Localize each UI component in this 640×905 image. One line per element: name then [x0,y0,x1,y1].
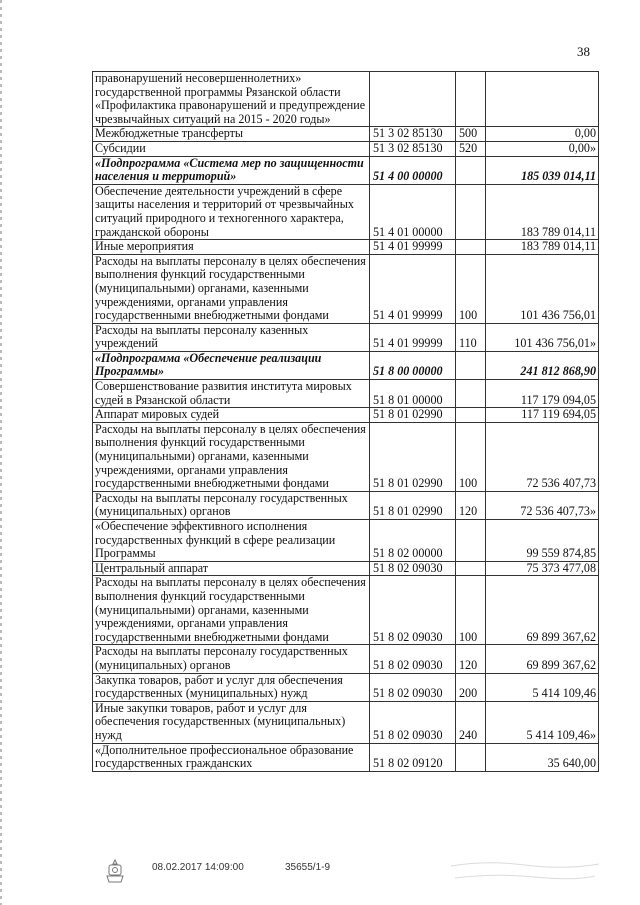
footer-date: 08.02.2017 14:09:00 [152,862,244,873]
row-name-cell: «Подпрограмма «Обеспечение реализации Программы» [93,351,370,379]
row-code-cell: 51 4 01 99999 [370,323,456,351]
row-sum-cell: 69 899 367,62 [486,576,599,645]
row-code-cell: 51 8 02 09030 [370,701,456,743]
row-name-cell: Аппарат мировых судей [93,408,370,423]
row-name-cell: Расходы на выплаты персоналу в целях обеспечения выполнения функций государственными (муниципальными) органами, казенными учреждениями, органами управления государственными внебюджетными фондами [93,576,370,645]
row-name-cell: Субсидии [93,141,370,156]
row-code-cell: 51 8 02 09030 [370,576,456,645]
table-row [93,645,599,673]
row-code-cell: 51 8 02 09120 [370,743,456,771]
table-row [93,520,599,562]
row-sum-cell [486,72,599,127]
watermark-stamp [445,856,605,886]
row-code-cell: 51 8 02 09030 [370,561,456,576]
row-code-cell: 51 8 01 02990 [370,491,456,519]
row-code-cell: 51 4 01 00000 [370,184,456,239]
page-number: 38 [577,44,590,59]
table-row [93,72,599,127]
row-name-cell: правонарушений несовершеннолетних» государственной программы Рязанской области «Профилактика правонарушений и предупреждение чрезвычайных ситуаций на 2015 - 2020 годы» [93,72,370,127]
row-vr-cell: 120 [456,491,486,519]
row-code-cell: 51 8 02 09030 [370,645,456,673]
seal-icon [104,858,126,884]
row-name-cell: Расходы на выплаты персоналу в целях обеспечения выполнения функций государственными (муниципальными) органами, казенными учреждениями, органами управления государственными внебюджетными фондами [93,254,370,323]
row-name-cell: Закупка товаров, работ и услуг для обеспечения государственных (муниципальных) нужд [93,673,370,701]
row-name-cell: Совершенствование развития института мировых судей в Рязанской области [93,380,370,408]
row-name-cell: Центральный аппарат [93,561,370,576]
row-code-cell: 51 8 02 00000 [370,520,456,562]
table-row [93,576,599,645]
row-name-cell: Расходы на выплаты персоналу государственных (муниципальных) органов [93,491,370,519]
row-sum-cell: 72 536 407,73 [486,422,599,491]
row-code-cell: 51 8 00 00000 [370,351,456,379]
row-name-cell: Иные мероприятия [93,240,370,255]
table-row [93,380,599,408]
row-vr-cell [456,561,486,576]
row-vr-cell [456,156,486,184]
row-sum-cell: 117 119 694,05 [486,408,599,423]
row-vr-cell: 520 [456,141,486,156]
budget-table [92,71,599,772]
table-row [93,141,599,156]
row-vr-cell: 100 [456,576,486,645]
row-code-cell: 51 8 02 09030 [370,673,456,701]
row-sum-cell: 35 640,00 [486,743,599,771]
row-name-cell: «Дополнительное профессиональное образование государственных гражданских [93,743,370,771]
row-sum-cell: 72 536 407,73» [486,491,599,519]
row-vr-cell: 100 [456,422,486,491]
row-vr-cell: 500 [456,127,486,142]
row-name-cell: Расходы на выплаты персоналу в целях обеспечения выполнения функций государственными (муниципальными) органами, казенными учреждениями, органами управления государственными внебюджетными фондами [93,422,370,491]
row-vr-cell [456,184,486,239]
footer-doc-code: 35655/1-9 [285,862,331,873]
row-vr-cell: 240 [456,701,486,743]
row-sum-cell: 0,00» [486,141,599,156]
row-name-cell: Обеспечение деятельности учреждений в сфере защиты населения и территорий от чрезвычайных ситуаций природного и техногенного характера, гражданской обороны [93,184,370,239]
row-vr-cell: 120 [456,645,486,673]
row-code-cell: 51 3 02 85130 [370,127,456,142]
row-sum-cell: 5 414 109,46» [486,701,599,743]
row-name-cell: «Подпрограмма «Система мер по защищенности населения и территорий» [93,156,370,184]
row-code-cell: 51 4 01 99999 [370,254,456,323]
row-code-cell: 51 4 00 00000 [370,156,456,184]
table-row [93,240,599,255]
row-vr-cell [456,520,486,562]
table-row [93,422,599,491]
table-row [93,408,599,423]
table-row [93,491,599,519]
row-name-cell: Расходы на выплаты персоналу казенных учреждений [93,323,370,351]
row-sum-cell: 183 789 014,11 [486,240,599,255]
row-vr-cell: 200 [456,673,486,701]
row-code-cell: 51 3 02 85130 [370,141,456,156]
row-code-cell: 51 8 01 02990 [370,408,456,423]
row-name-cell: «Обеспечение эффективного исполнения государственных функций в сфере реализации Программы [93,520,370,562]
row-sum-cell: 183 789 014,11 [486,184,599,239]
row-sum-cell: 75 373 477,08 [486,561,599,576]
row-sum-cell: 101 436 756,01» [486,323,599,351]
row-vr-cell [456,743,486,771]
row-sum-cell: 241 812 868,90 [486,351,599,379]
table-row [93,351,599,379]
row-sum-cell: 0,00 [486,127,599,142]
row-sum-cell: 5 414 109,46 [486,673,599,701]
scan-margin-line [0,0,2,905]
row-vr-cell: 100 [456,254,486,323]
table-row [93,743,599,771]
row-code-cell: 51 8 01 02990 [370,422,456,491]
table-row [93,561,599,576]
table-row [93,701,599,743]
row-sum-cell: 117 179 094,05 [486,380,599,408]
row-sum-cell: 185 039 014,11 [486,156,599,184]
table-row [93,184,599,239]
row-vr-cell [456,351,486,379]
row-code-cell: 51 4 01 99999 [370,240,456,255]
row-sum-cell: 69 899 367,62 [486,645,599,673]
row-name-cell: Расходы на выплаты персоналу государственных (муниципальных) органов [93,645,370,673]
table-row [93,673,599,701]
row-code-cell: 51 8 01 00000 [370,380,456,408]
row-vr-cell [456,408,486,423]
table-row [93,254,599,323]
table-row [93,127,599,142]
row-vr-cell [456,380,486,408]
table-row [93,323,599,351]
row-name-cell: Иные закупки товаров, работ и услуг для обеспечения государственных (муниципальных) нужд [93,701,370,743]
row-sum-cell: 101 436 756,01 [486,254,599,323]
row-name-cell: Межбюджетные трансферты [93,127,370,142]
row-sum-cell: 99 559 874,85 [486,520,599,562]
row-vr-cell [456,72,486,127]
table-row [93,156,599,184]
row-vr-cell [456,240,486,255]
row-vr-cell: 110 [456,323,486,351]
row-code-cell [370,72,456,127]
